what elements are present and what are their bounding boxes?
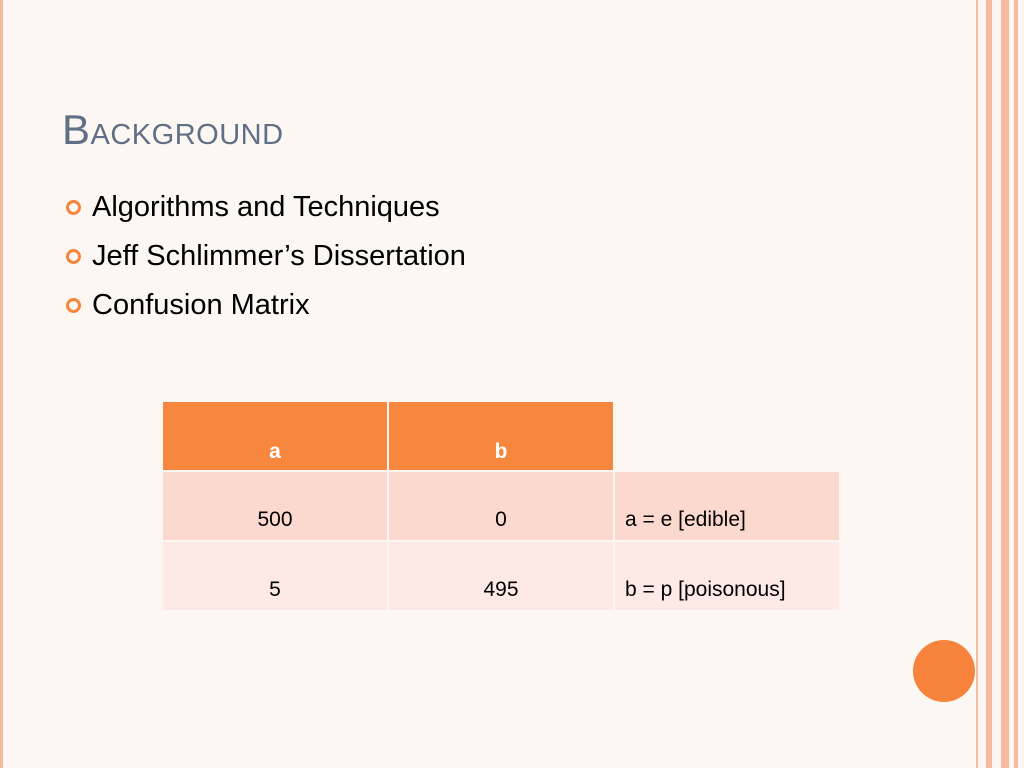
- table-cell: 0: [389, 472, 613, 540]
- ring-bullet-icon: [66, 200, 81, 215]
- ring-bullet-icon: [66, 298, 81, 313]
- right-stripe-3: [1001, 0, 1009, 768]
- table-row: [163, 472, 839, 540]
- table-cell: 500: [163, 472, 387, 540]
- table-cell: 495: [389, 542, 613, 610]
- ring-bullet-icon: [66, 249, 81, 264]
- bullet-text: Confusion Matrix: [92, 289, 310, 321]
- bullet-list: [66, 183, 466, 330]
- table-header-row: [163, 402, 839, 470]
- class-legend-cell: a = e [edible]: [615, 472, 839, 540]
- bullet-item: [66, 281, 466, 330]
- bullet-text: Jeff Schlimmer’s Dissertation: [92, 240, 466, 272]
- bullet-item: [66, 183, 466, 232]
- slide-title: Background: [62, 106, 284, 153]
- bullet-item: [66, 232, 466, 281]
- column-header-a: a: [163, 402, 387, 470]
- class-legend-cell: b = p [poisonous]: [615, 542, 839, 610]
- confusion-matrix-table: [161, 400, 841, 612]
- right-stripe-4: [1014, 0, 1018, 768]
- right-stripe-2: [986, 0, 992, 768]
- column-header-b: b: [389, 402, 613, 470]
- left-border-stripe: [0, 0, 3, 768]
- bullet-text: Algorithms and Techniques: [92, 191, 440, 223]
- empty-header-cell: [615, 402, 839, 470]
- table-cell: 5: [163, 542, 387, 610]
- table-row: [163, 542, 839, 610]
- right-stripe-1: [976, 0, 978, 768]
- decorative-circle: [913, 640, 975, 702]
